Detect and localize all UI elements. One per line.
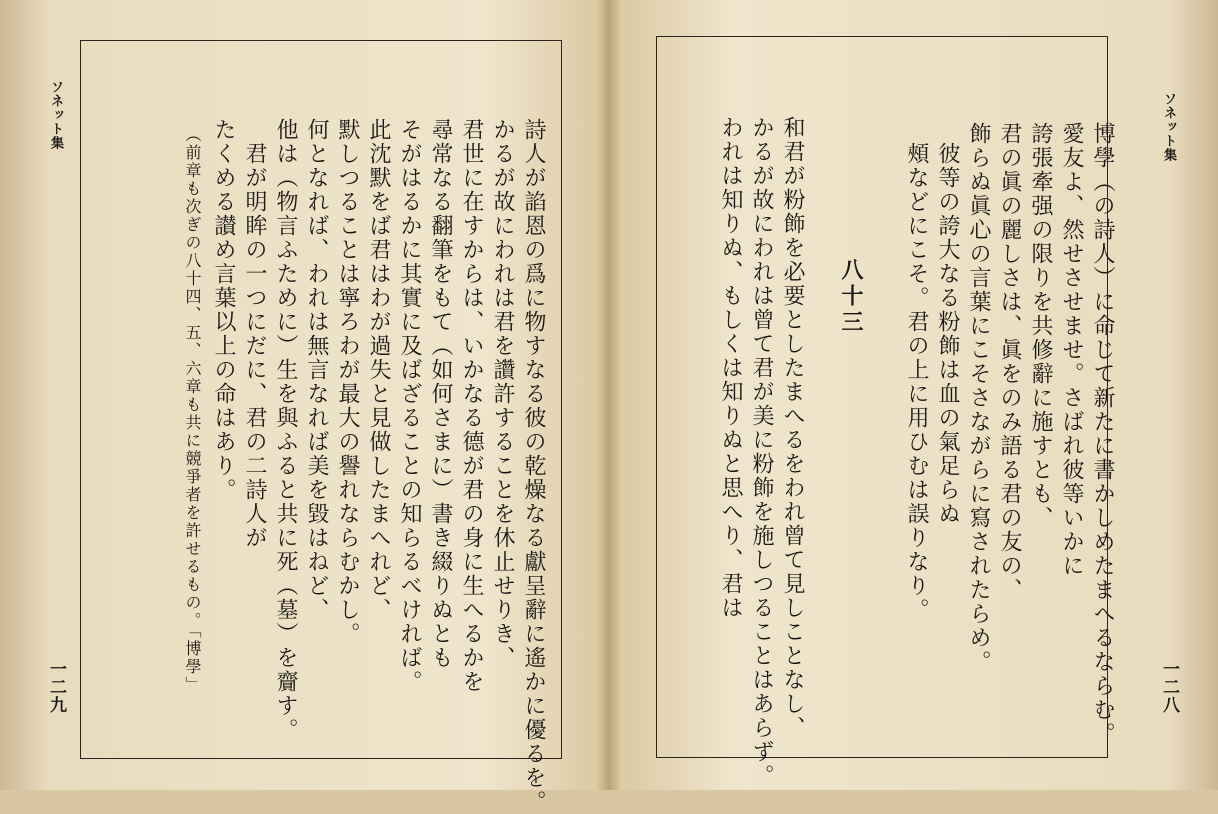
verse-line: たくめる讃め言葉以上の命はあり。	[211, 118, 236, 502]
right-running-head: ソネット集	[1161, 92, 1176, 162]
left-body-text	[177, 118, 549, 814]
verse-line: かるが故にわれは曾て君が美に粉飾を施しつることはあらず。	[749, 116, 774, 788]
verse-line: 他は（物言ふために）生を與ふると共に死（墓）を齎す。	[273, 118, 298, 742]
verse-line: 頰などにこそ。君の上に用ひむは誤りなり。	[904, 142, 929, 622]
verse-line: 彼等の誇大なる粉飾は血の氣足らぬ	[935, 142, 960, 526]
left-running-head: ソネット集	[48, 80, 63, 150]
editor-note: （前章も次ぎの八十四、五、六章も共に競爭者を許せるもの。「博學」	[183, 126, 202, 694]
verse-line: そがはるかに其實に及ばざることの知らるべければ。	[397, 118, 422, 694]
verse-line: 此沈默をば君はわが過失と見做したまへれど、	[366, 118, 391, 622]
verse-line: 誇張牽强の限りを共修辭に施すとも、	[1028, 122, 1053, 530]
right-body-text-before	[901, 122, 1118, 746]
verse-line: 君世に在すからは、いかなる德が君の身に生へるかを	[459, 118, 484, 694]
verse-line: われは知りぬ、もしくは知りぬと思へり、君は	[718, 116, 743, 620]
section-heading: 八十三	[838, 258, 863, 336]
verse-line: 飾らぬ眞心の言葉にこそさながらに寫されたらめ。	[966, 122, 991, 674]
verse-line: 君が明眸の一つにだに、君の二詩人が	[242, 142, 267, 550]
right-page	[611, 0, 1218, 790]
left-page-number: 一二九	[46, 660, 66, 714]
verse-line: 和君が粉飾を必要としたまへるをわれ曾て見しことなし、	[780, 116, 805, 740]
verse-line: 何となれば、われは無言なれば美を毀はねど、	[304, 118, 329, 622]
verse-line: かるが故にわれは君を讚許することを休止せりき、	[490, 118, 515, 670]
verse-line: 博學（の詩人）に命じて新たに書かしめたまへるならむ。	[1090, 122, 1115, 746]
verse-line: 詩人が諂恩の爲に物すなる彼の乾燥なる獻呈辭に遙かに優るを。	[521, 118, 546, 814]
verse-line: 君の眞の麗しさは、眞をのみ語る君の友の、	[997, 122, 1022, 602]
verse-line: 愛友よ、然せさせませ。さばれ彼等いかに	[1059, 122, 1084, 578]
left-page	[0, 0, 607, 814]
verse-line: 默しつることは寧ろわが最大の譽れならむかし。	[335, 118, 360, 646]
verse-line: 尋常なる翻筆をもて（如何さまに）書き綴りぬとも	[428, 118, 453, 670]
right-body-text-after	[715, 116, 808, 788]
right-page-number: 一二八	[1159, 660, 1179, 714]
